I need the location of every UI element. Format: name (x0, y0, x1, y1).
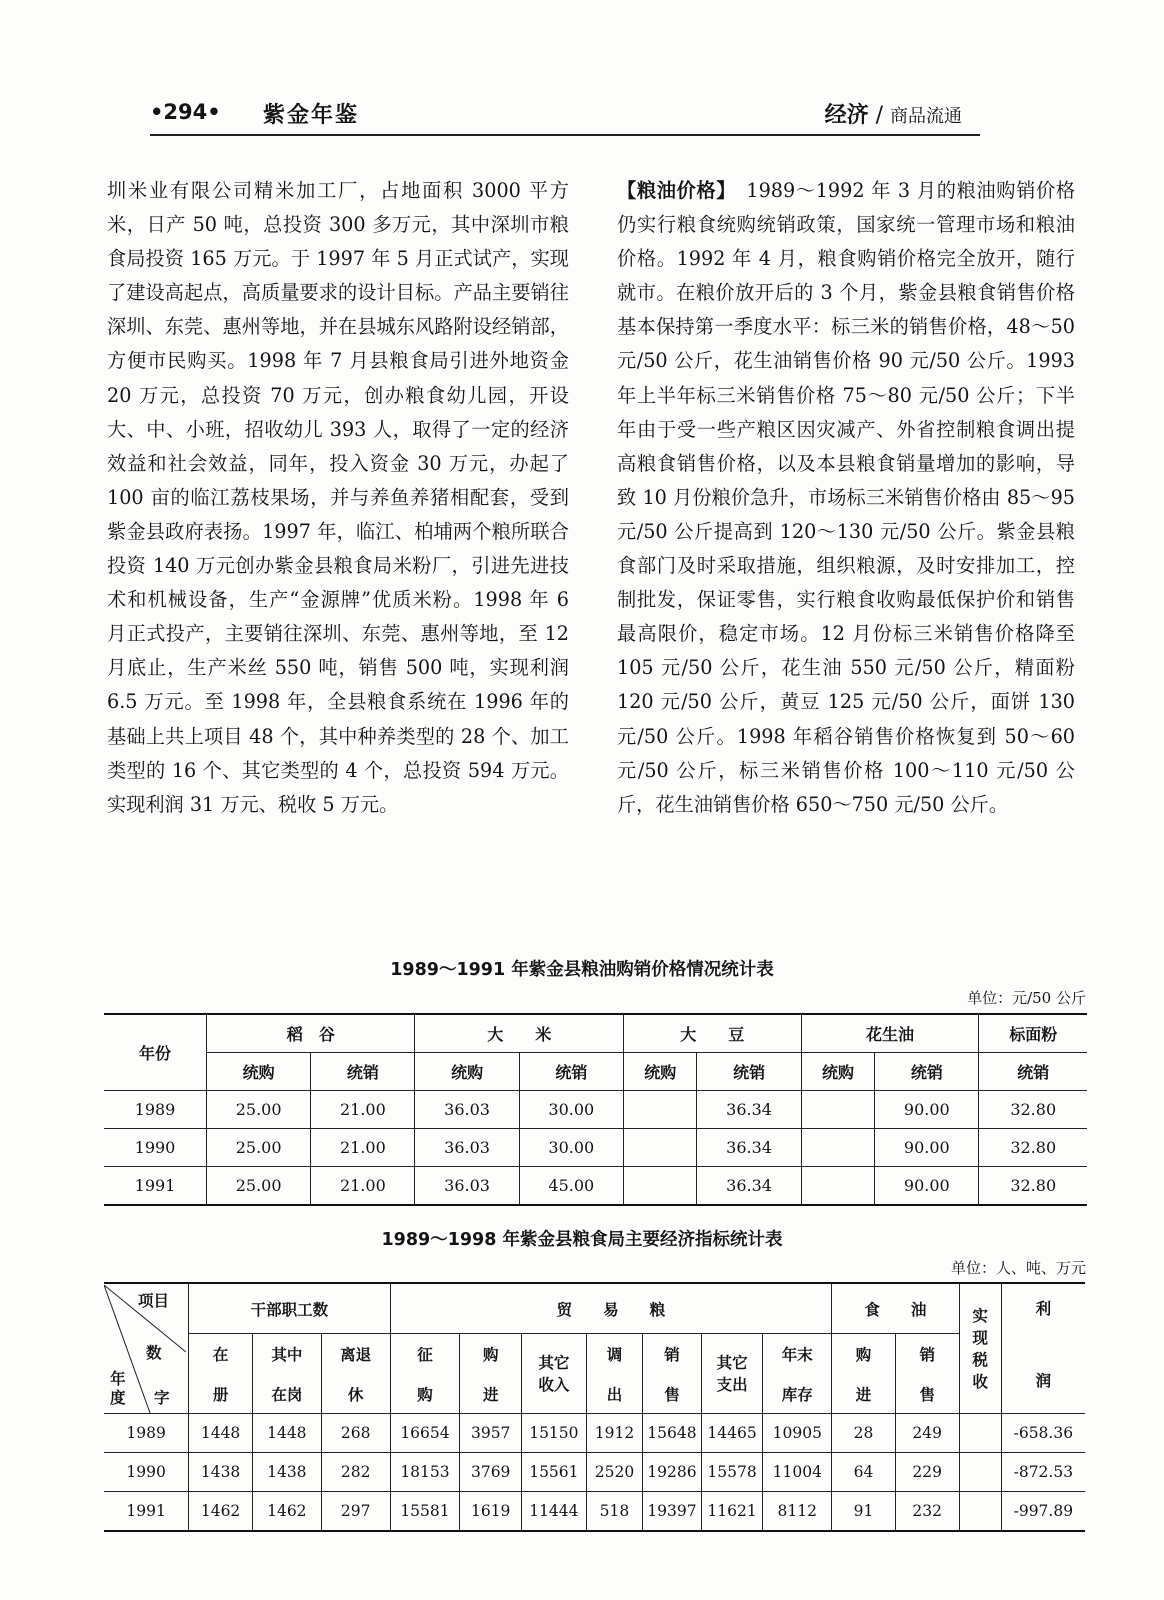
data-cell: 36.03 (415, 1129, 519, 1167)
year-header: 年份 (104, 1014, 207, 1091)
table-header-row (104, 1283, 1085, 1334)
diagonal-header-cell (104, 1285, 186, 1413)
group-header: 大 米 (415, 1014, 623, 1053)
data-cell: 64 (832, 1453, 896, 1492)
data-cell: 21.00 (311, 1129, 415, 1167)
col-header: 统购 (801, 1053, 875, 1091)
data-cell: 11004 (763, 1453, 832, 1492)
data-cell: 1448 (252, 1414, 321, 1453)
data-cell (623, 1091, 697, 1129)
data-cell: 32.80 (979, 1167, 1087, 1206)
col-header: 统销 (979, 1053, 1087, 1091)
data-cell: 15578 (701, 1453, 763, 1492)
table-subheader-row (104, 1334, 1085, 1414)
grain-oil-price-paragraph (617, 174, 1075, 822)
col-header: 购 进 (832, 1334, 896, 1414)
data-cell: 28 (832, 1414, 896, 1453)
data-cell: 91 (832, 1492, 896, 1532)
table-header-row (104, 1014, 1087, 1053)
data-cell: 15561 (522, 1453, 587, 1492)
data-cell: 282 (321, 1453, 390, 1492)
year-cell: 1989 (104, 1091, 207, 1129)
year-cell: 1991 (104, 1492, 189, 1532)
col-header: 统购 (207, 1053, 311, 1091)
col-header: 征 购 (390, 1334, 460, 1414)
data-cell (801, 1129, 875, 1167)
corner-label-num: 数 (146, 1343, 162, 1362)
data-cell: 19286 (643, 1453, 702, 1492)
data-cell: 36.34 (697, 1091, 801, 1129)
table-subheader-row (104, 1053, 1087, 1091)
economic-indicator-table (104, 1282, 1085, 1532)
data-cell: 32.80 (979, 1129, 1087, 1167)
col-header: 统购 (415, 1053, 519, 1091)
data-cell: 90.00 (875, 1091, 979, 1129)
col-header: 其中 在岗 (252, 1334, 321, 1414)
table-row (104, 1453, 1085, 1492)
data-cell: -658.36 (1001, 1414, 1085, 1453)
col-header: 调 出 (586, 1334, 642, 1414)
book-title: 紫金年鉴 (263, 103, 360, 128)
data-cell: -997.89 (1001, 1492, 1085, 1532)
data-cell: 10905 (763, 1414, 832, 1453)
data-cell: 25.00 (207, 1091, 311, 1129)
data-cell: 1438 (189, 1453, 253, 1492)
year-cell: 1989 (104, 1414, 189, 1453)
data-cell: 229 (895, 1453, 959, 1492)
section-separator: / (875, 103, 883, 128)
data-cell: 232 (895, 1492, 959, 1532)
table-row (104, 1492, 1085, 1532)
data-cell (959, 1492, 1001, 1532)
col-header: 统销 (875, 1053, 979, 1091)
data-cell: 1448 (189, 1414, 253, 1453)
col-header: 其它收入 (522, 1334, 587, 1414)
data-cell: 1438 (252, 1453, 321, 1492)
group-header: 稻 谷 (207, 1014, 415, 1053)
col-header: 离退 休 (321, 1334, 390, 1414)
data-cell: 21.00 (311, 1091, 415, 1129)
table1-title: 1989～1991 年紫金县粮油购销价格情况统计表 (390, 960, 774, 980)
data-cell: 25.00 (207, 1167, 311, 1206)
group-header: 干部职工数 (189, 1283, 390, 1334)
data-cell: 1619 (460, 1492, 522, 1532)
left-column (107, 174, 569, 822)
right-column-text: 1989～1992 年 3 月的粮油购销价格仍实行粮食统购统销政策，国家统一管理市场和粮油价格。1992 年 4 月，粮食购销价格完全放开，随行就市。在粮价放开后的 3 个月，紫金县粮食销售价格基本保持第一季度水平：标三米的销售价格，48～50 元/50 公斤，花生油销售价格 90 元/50 公斤。1993 年上半年标三米销售价格 75～80 元/50 公斤；下半年由于受一些产粮区因灾减产、外省控制粮食调出提高粮食销售价格，以及本县粮食销量增加的影响，导致 10 月份粮价急升，市场标三米销售价格由 85～95 元/50 公斤提高到 120～130 元/50 公斤。紫金县粮食部门及时采取措施，组织粮源，及时安排加工，控制批发，保证零售，实行粮食收购最低保护价和销售最高限价，稳定市场。12 月份标三米销售价格降至 105 元/50 公斤，花生油 550 元/50 公斤，精面粉 120 元/50 公斤，黄豆 125 元/50 公斤，面饼 130 元/50 公斤。1998 年稻谷销售价格恢复到 50～60 元/50 公斤，标三米销售价格 100～110 元/50 公斤，花生油销售价格 650～750 元/50 公斤。 (617, 179, 1076, 816)
table-row (104, 1167, 1087, 1206)
group-header: 大 豆 (623, 1014, 801, 1053)
data-cell: 3769 (460, 1453, 522, 1492)
table-row (104, 1091, 1087, 1129)
year-cell: 1990 (104, 1453, 189, 1492)
data-cell: 25.00 (207, 1129, 311, 1167)
data-cell: 11444 (522, 1492, 587, 1532)
col-header: 年末 库存 (763, 1334, 832, 1414)
data-cell: 45.00 (519, 1167, 623, 1206)
page-number: •294• (150, 100, 221, 124)
data-cell: 19397 (643, 1492, 702, 1532)
data-cell: 32.80 (979, 1091, 1087, 1129)
data-cell: 297 (321, 1492, 390, 1532)
corner-label-nian: 年 (110, 1369, 126, 1388)
col-header: 销 售 (643, 1334, 702, 1414)
section-heading: 【粮油价格】 (617, 179, 727, 202)
group-header: 食 油 (832, 1283, 959, 1334)
group-header: 贸 易 粮 (390, 1283, 832, 1334)
data-cell: 11621 (701, 1492, 763, 1532)
data-cell: 16654 (390, 1414, 460, 1453)
data-cell: 1462 (252, 1492, 321, 1532)
table1-unit: 单位：元/50 公斤 (967, 989, 1086, 1007)
corner-label-item: 项目 (138, 1291, 170, 1310)
corner-header (104, 1283, 189, 1414)
col-header: 统销 (311, 1053, 415, 1091)
year-cell: 1991 (104, 1167, 207, 1206)
data-cell (959, 1414, 1001, 1453)
col-header: 购 进 (460, 1334, 522, 1414)
data-cell: -872.53 (1001, 1453, 1085, 1492)
data-cell: 1912 (586, 1414, 642, 1453)
data-cell: 90.00 (875, 1129, 979, 1167)
data-cell: 1462 (189, 1492, 253, 1532)
section-name: 经济 (824, 103, 869, 128)
data-cell: 3957 (460, 1414, 522, 1453)
right-column (617, 174, 1075, 822)
data-cell (801, 1091, 875, 1129)
data-cell: 18153 (390, 1453, 460, 1492)
profit-header: 利 润 (1001, 1283, 1085, 1414)
data-cell: 14465 (701, 1414, 763, 1453)
data-cell: 2520 (586, 1453, 642, 1492)
data-cell: 36.03 (415, 1091, 519, 1129)
data-cell (623, 1129, 697, 1167)
data-cell: 15648 (643, 1414, 702, 1453)
data-cell: 8112 (763, 1492, 832, 1532)
table-row (104, 1414, 1085, 1453)
col-header: 在 册 (189, 1334, 253, 1414)
col-header: 销 售 (895, 1334, 959, 1414)
corner-label-zi: 字 (154, 1388, 170, 1407)
tax-header: 实现税收 (959, 1283, 1001, 1414)
data-cell: 90.00 (875, 1167, 979, 1206)
year-cell: 1990 (104, 1129, 207, 1167)
page-header (150, 96, 980, 136)
table2-unit: 单位：人、吨、万元 (950, 1259, 1086, 1277)
left-column-text: 圳米业有限公司精米加工厂，占地面积 3000 平方米，日产 50 吨，总投资 300 多万元，其中深圳市粮食局投资 165 万元。于 1997 年 5 月正式试产，实现了建设高起点，高质量要求的设计目标。产品主要销往深圳、东莞、惠州等地，并在县城东风路附设经销部，方便市民购买。1998 年 7 月县粮食局引进外地资金 20 万元，总投资 70 万元，创办粮食幼儿园，开设大、中、小班，招收幼儿 393 人，取得了一定的经济效益和社会效益，同年，投入资金 30 万元，办起了 100 亩的临江荔枝果场，并与养鱼养猪相配套，受到紫金县政府表扬。1997 年，临江、柏埔两个粮所联合投资 140 万元创办紫金县粮食局米粉厂，引进先进技术和机械设备，生产“金源牌”优质米粉。1998 年 6 月正式投产，主要销往深圳、东莞、惠州等地，至 12 月底止，生产米丝 550 吨，销售 500 吨，实现利润 6.5 万元。至 1998 年，全县粮食系统在 1996 年的基础上共上项目 48 个，其中种养类型的 28 个、加工类型的 16 个、其它类型的 4 个，总投资 594 万元。实现利润 31 万元、税收 5 万元。 (107, 179, 569, 816)
price-table (104, 1013, 1087, 1206)
data-cell: 30.00 (519, 1129, 623, 1167)
table-row (104, 1129, 1087, 1167)
col-header: 统购 (623, 1053, 697, 1091)
data-cell: 249 (895, 1414, 959, 1453)
group-header: 花生油 (801, 1014, 979, 1053)
col-header: 统销 (519, 1053, 623, 1091)
subsection-name: 商品流通 (890, 106, 962, 127)
data-cell: 36.03 (415, 1167, 519, 1206)
col-header: 统销 (697, 1053, 801, 1091)
data-cell (801, 1167, 875, 1206)
data-cell: 30.00 (519, 1091, 623, 1129)
data-cell: 268 (321, 1414, 390, 1453)
data-cell: 15581 (390, 1492, 460, 1532)
data-cell: 518 (586, 1492, 642, 1532)
group-header: 标面粉 (979, 1014, 1087, 1053)
data-cell: 36.34 (697, 1167, 801, 1206)
data-cell: 36.34 (697, 1129, 801, 1167)
data-cell (623, 1167, 697, 1206)
section-label (825, 98, 962, 129)
corner-label-du: 度 (110, 1388, 126, 1407)
data-cell (959, 1453, 1001, 1492)
col-header: 其它支出 (701, 1334, 763, 1414)
data-cell: 15150 (522, 1414, 587, 1453)
data-cell: 21.00 (311, 1167, 415, 1206)
table2-title: 1989～1998 年紫金县粮食局主要经济指标统计表 (381, 1230, 783, 1250)
